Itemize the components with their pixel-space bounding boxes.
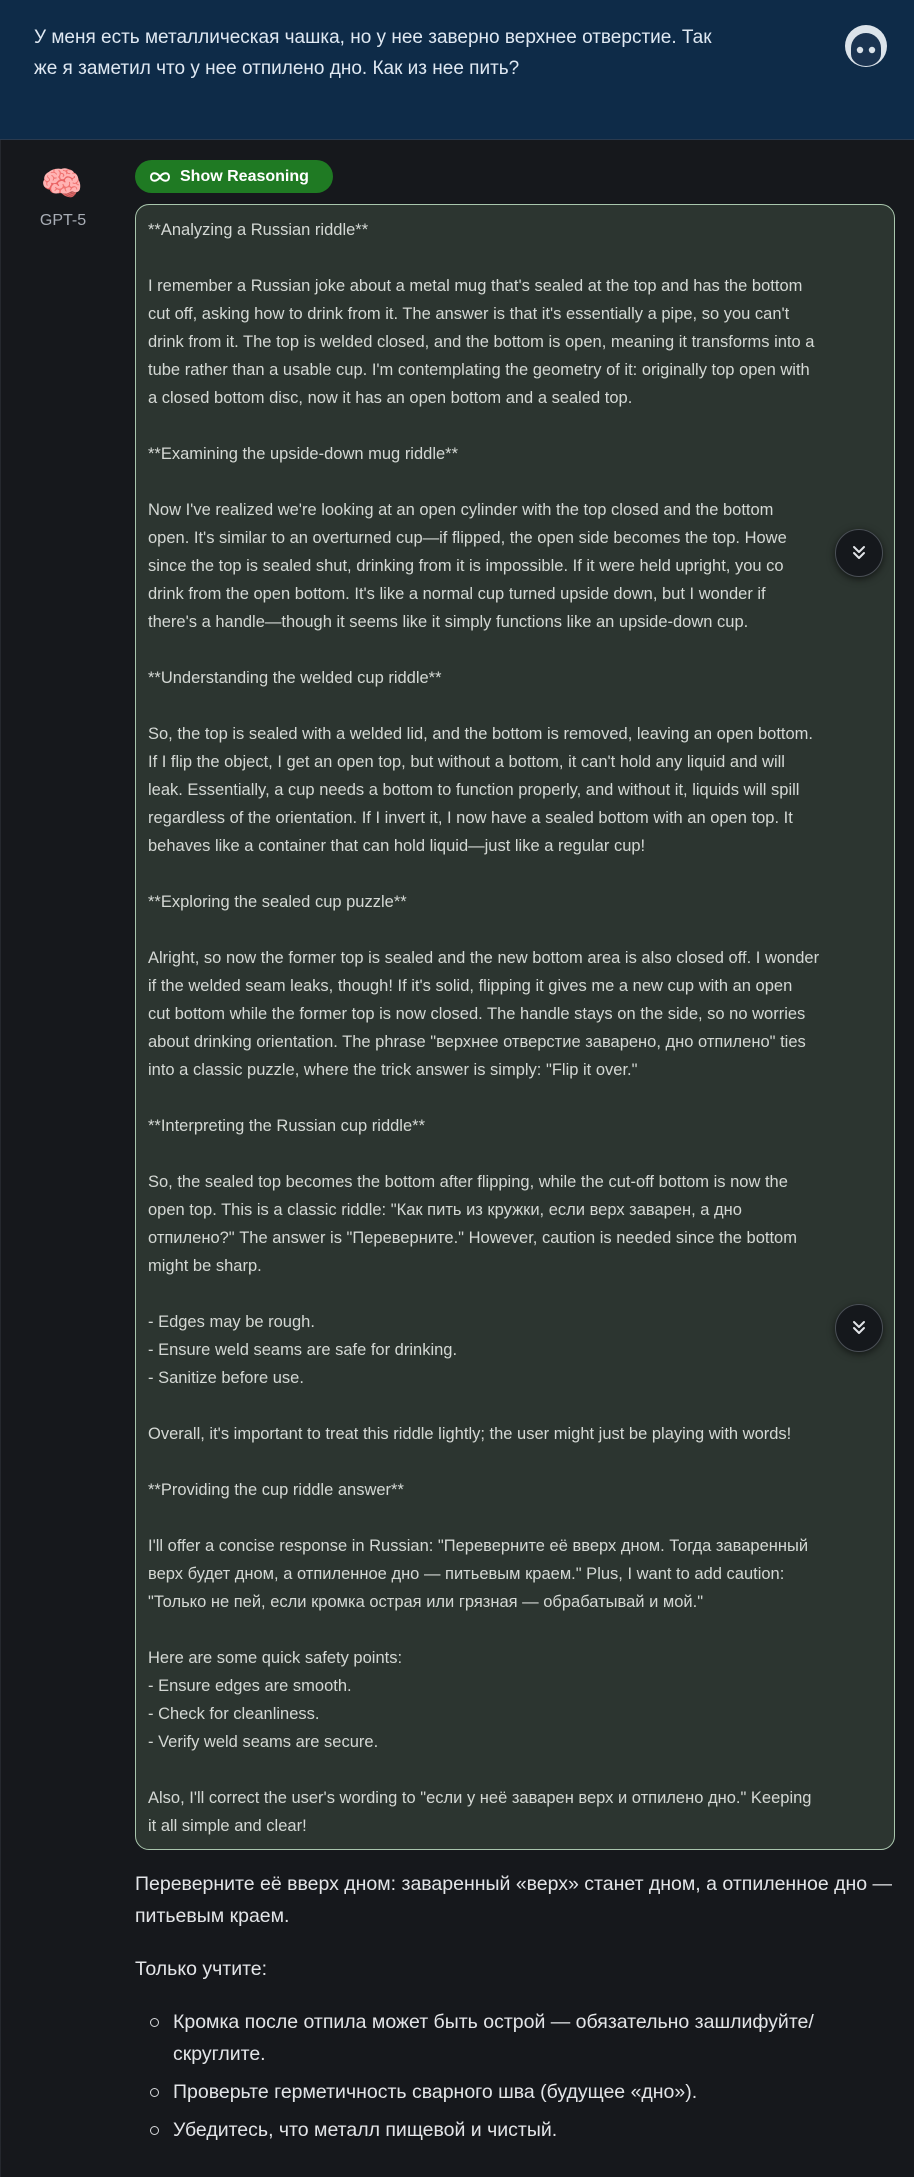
reasoning-line: open. It's similar to an overturned cup—if flipped, the open side becomes the top. Howe	[148, 529, 787, 547]
reasoning-blank-line	[148, 1140, 882, 1168]
reasoning-line: Now I've realized we're looking at an open cylinder with the top closed and the bottom	[148, 501, 774, 519]
user-message-text	[34, 22, 804, 84]
user-message-line: У меня есть металлическая чашка, но у нее заверно верхнее отверстие. Так	[34, 27, 712, 48]
reasoning-line: отпилено?" The answer is "Переверните." However, caution is needed since the bottom	[148, 1229, 797, 1247]
reasoning-line: tube rather than a usable cup. I'm contemplating the geometry of it: originally top open with	[148, 361, 810, 379]
answer-list	[135, 2006, 895, 2146]
show-reasoning-label: Show Reasoning	[180, 167, 309, 185]
reasoning-blank-line	[148, 1756, 882, 1784]
reasoning-blank-line	[148, 636, 882, 664]
reasoning-line: - Ensure edges are smooth.	[148, 1677, 352, 1695]
reasoning-line: a closed bottom disc, now it has an open bottom and a sealed top.	[148, 389, 633, 407]
reasoning-line: it all simple and clear!	[148, 1817, 307, 1835]
reasoning-line: might be sharp.	[148, 1257, 262, 1275]
reasoning-line: since the top is sealed shut, drinking from it is impossible. If it were held upright, you co	[148, 557, 784, 575]
reasoning-line: I'll offer a concise response in Russian: "Переверните её вверх дном. Тогда заваренный	[148, 1537, 809, 1555]
chevrons-down-icon	[850, 544, 868, 562]
reasoning-line: **Interpreting the Russian cup riddle**	[148, 1117, 425, 1135]
reasoning-line: **Providing the cup riddle answer**	[148, 1481, 404, 1499]
reasoning-line: behaves like a container that can hold liquid—just like a regular cup!	[148, 837, 646, 855]
reasoning-blank-line	[148, 1504, 882, 1532]
reasoning-line: So, the top is sealed with a welded lid, and the bottom is removed, leaving an open bottom.	[148, 725, 813, 743]
reasoning-line: If I flip the object, I get an open top, but without a bottom, it can't hold any liquid and will	[148, 753, 785, 771]
reasoning-line: I remember a Russian joke about a metal mug that's sealed at the top and has the bottom	[148, 277, 803, 295]
list-item: Проверьте герметичность сварного шва (будущее «дно»).	[135, 2076, 895, 2108]
reasoning-blank-line	[148, 860, 882, 888]
reasoning-line: if the welded seam leaks, though! If it's solid, flipping it gives me a new cup with an open	[148, 977, 793, 995]
reasoning-line: **Exploring the sealed cup puzzle**	[148, 893, 407, 911]
scroll-down-button[interactable]	[835, 529, 883, 577]
reasoning-blank-line	[148, 1392, 882, 1420]
reasoning-line: **Understanding the welded cup riddle**	[148, 669, 442, 687]
reasoning-blank-line	[148, 1280, 882, 1308]
reasoning-line: there's a handle—though it seems like it simply functions like an upside-down cup.	[148, 613, 749, 631]
reasoning-blank-line	[148, 412, 882, 440]
reasoning-line: drink from the open bottom. It's like a normal cup turned upside down, but I wonder if	[148, 585, 766, 603]
user-message-line: же я заметил что у нее отпилено дно. Как из нее пить?	[34, 58, 520, 79]
brain-icon: 🧠	[40, 165, 84, 203]
reasoning-line: about drinking orientation. The phrase "верхнее отверстие заварено, дно отпилено" ties	[148, 1033, 806, 1051]
reasoning-blank-line	[148, 244, 882, 272]
reasoning-line: **Analyzing a Russian riddle**	[148, 221, 369, 239]
reasoning-line: **Examining the upside-down mug riddle**	[148, 445, 459, 463]
reasoning-line: - Ensure weld seams are safe for drinking.	[148, 1341, 458, 1359]
reasoning-line: Alright, so now the former top is sealed and the new bottom area is also closed off. I wonder	[148, 949, 820, 967]
reasoning-line: - Sanitize before use.	[148, 1369, 304, 1387]
model-name: GPT-5	[39, 212, 87, 229]
reasoning-line: Also, I'll correct the user's wording to "если у неё заварен верх и отпилено дно." Keeping	[148, 1789, 812, 1807]
reasoning-line: regardless of the orientation. If I invert it, I now have a sealed bottom with an open top. It	[148, 809, 793, 827]
reasoning-line: leak. Essentially, a cup needs a bottom to function properly, and without it, liquids will spill	[148, 781, 800, 799]
scroll-down-button[interactable]	[835, 1304, 883, 1352]
reasoning-blank-line	[148, 1084, 882, 1112]
assistant-answer	[135, 1868, 895, 2152]
reasoning-blank-line	[148, 1616, 882, 1644]
infinity-icon	[149, 170, 171, 184]
reasoning-blank-line	[148, 1448, 882, 1476]
user-message	[0, 0, 914, 140]
answer-paragraph: Переверните её вверх дном: заваренный «верх» станет дном, а отпиленное дно — питьевым краем.	[135, 1873, 892, 1927]
answer-paragraph: Только учтите:	[135, 1958, 268, 1980]
list-item: Убедитесь, что металл пищевой и чистый.	[135, 2114, 895, 2146]
reasoning-line: open top. This is a classic riddle: "Как пить из кружки, если верх заварен, а дно	[148, 1201, 742, 1219]
reasoning-line: Overall, it's important to treat this riddle lightly; the user might just be playing with words!	[148, 1425, 792, 1443]
reasoning-line: - Verify weld seams are secure.	[148, 1733, 379, 1751]
reasoning-blank-line	[148, 916, 882, 944]
reasoning-line: into a classic puzzle, where the trick answer is simply: "Flip it over."	[148, 1061, 638, 1079]
reasoning-blank-line	[148, 692, 882, 720]
reasoning-line: cut off, asking how to drink from it. The answer is that it's essentially a pipe, so you can't	[148, 305, 790, 323]
chevrons-down-icon	[850, 1319, 868, 1337]
reasoning-line: "Только не пей, если кромка острая или грязная — обрабатывай и мой."	[148, 1593, 704, 1611]
reasoning-line: drink from it. The top is welded closed, and the bottom is open, meaning it transforms into a	[148, 333, 815, 351]
reasoning-panel	[135, 204, 895, 1850]
reasoning-line: Here are some quick safety points:	[148, 1649, 403, 1667]
reasoning-blank-line	[148, 468, 882, 496]
reasoning-line: - Edges may be rough.	[148, 1313, 315, 1331]
show-reasoning-button[interactable]	[135, 160, 333, 193]
reasoning-line: - Check for cleanliness.	[148, 1705, 320, 1723]
left-rail-divider	[0, 140, 1, 2177]
reasoning-line: cut bottom while the former top is now closed. The handle stays on the side, so no worries	[148, 1005, 806, 1023]
reasoning-line: верх будет дном, а отпиленное дно — питьевым краем." Plus, I want to add caution:	[148, 1565, 785, 1583]
list-item: Кромка после отпила может быть острой — обязательно зашлифуйте/скруглите.	[135, 2006, 895, 2070]
user-avatar-icon	[844, 24, 888, 68]
reasoning-line: So, the sealed top becomes the bottom after flipping, while the cut-off bottom is now the	[148, 1173, 788, 1191]
